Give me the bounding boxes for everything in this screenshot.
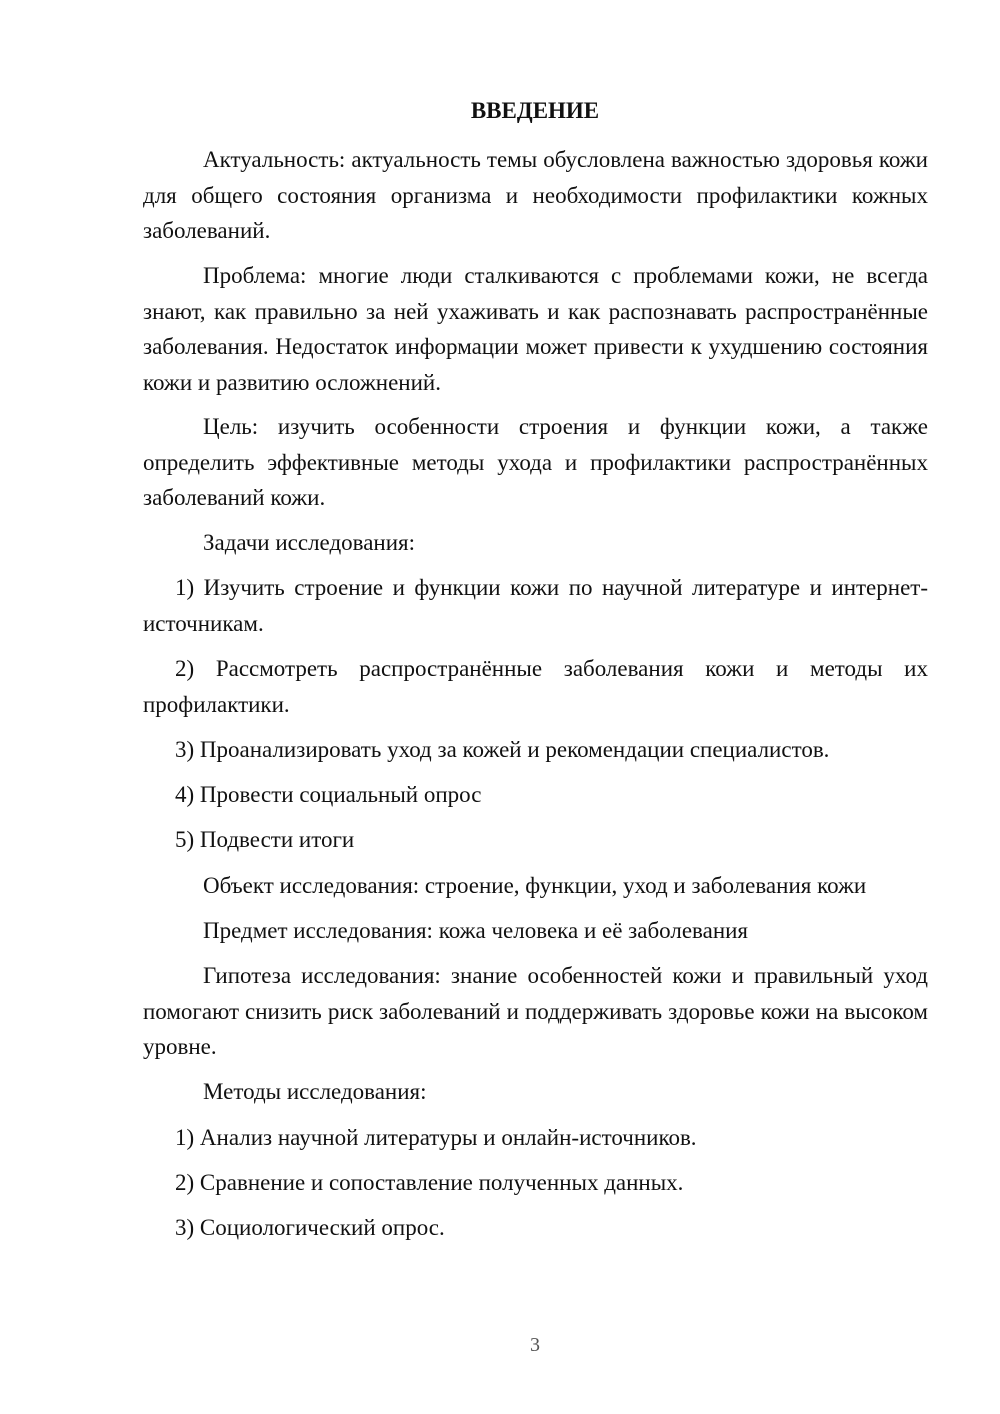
relevance-paragraph: Актуальность: актуальность темы обусловлена важностью здоровья кожи для общего состояния организма и необходимости профилактики кожных заболеваний. xyxy=(143,147,928,243)
task-item-1: 1) Изучить строение и функции кожи по научной литературе и интернет-источникам. xyxy=(143,575,928,636)
subject-paragraph: Предмет исследования: кожа человека и её заболевания xyxy=(203,918,749,943)
method-item-3: 3) Социологический опрос. xyxy=(175,1215,445,1240)
object-paragraph: Объект исследования: строение, функции, уход и заболевания кожи xyxy=(203,873,867,898)
task-item-5: 5) Подвести итоги xyxy=(175,827,355,852)
page-number: 3 xyxy=(530,1334,540,1356)
method-item-1: 1) Анализ научной литературы и онлайн-источников. xyxy=(175,1125,697,1150)
problem-paragraph: Проблема: многие люди сталкиваются с проблемами кожи, не всегда знают, как правильно за ней ухаживать и как распознавать распространённые заболевания. Недостаток информации может привести к ухудшению состояния кожи и развитию осложнений. xyxy=(143,263,928,395)
task-item-2: 2) Рассмотреть распространённые заболевания кожи и методы их профилактики. xyxy=(143,656,928,717)
task-item-4: 4) Провести социальный опрос xyxy=(175,782,482,807)
task-item-3: 3) Проанализировать уход за кожей и рекомендации специалистов. xyxy=(175,737,830,762)
methods-heading: Методы исследования: xyxy=(203,1079,427,1104)
tasks-heading: Задачи исследования: xyxy=(203,530,416,555)
page-title: ВВЕДЕНИЕ xyxy=(470,98,600,123)
method-item-2: 2) Сравнение и сопоставление полученных данных. xyxy=(175,1170,684,1195)
goal-paragraph: Цель: изучить особенности строения и функции кожи, а также определить эффективные методы ухода и профилактики распространённых заболеваний кожи. xyxy=(143,414,928,510)
hypothesis-paragraph: Гипотеза исследования: знание особенностей кожи и правильный уход помогают снизить риск заболеваний и поддерживать здоровье кожи на высоком уровне. xyxy=(143,963,928,1059)
